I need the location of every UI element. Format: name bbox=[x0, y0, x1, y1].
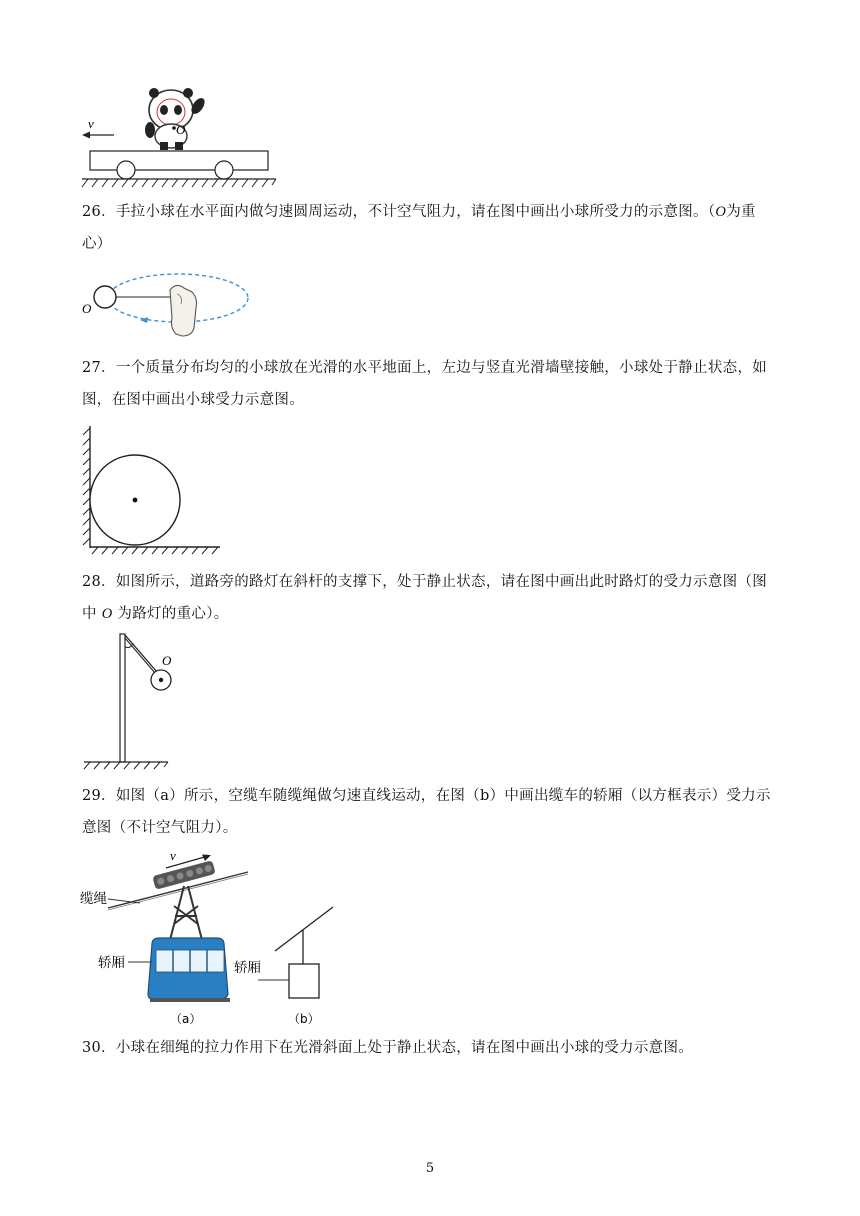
ball bbox=[94, 286, 116, 308]
question-number: 27． bbox=[82, 360, 116, 376]
cart-wheel-right bbox=[215, 161, 233, 179]
question-26 bbox=[82, 196, 782, 260]
question-number: 26． bbox=[82, 204, 116, 220]
symbol-o: O bbox=[101, 606, 113, 622]
question-text: 如图（a）所示，空缆车随缆绳做匀速直线运动，在图（b）中画出缆车的轿厢（以方框表示）受力示 bbox=[115, 788, 771, 804]
question-text: 手拉小球在水平面内做匀速圆周运动，不计空气阻力，请在图中画出小球所受力的示意图。（ bbox=[115, 204, 716, 220]
question-text: 为路灯的重心）。 bbox=[112, 606, 229, 622]
question-text: 心） bbox=[82, 236, 112, 252]
question-text: 为重 bbox=[726, 204, 756, 220]
page-number: 5 bbox=[425, 1161, 435, 1176]
panda-icon bbox=[145, 88, 207, 150]
figure-25-panda-cart bbox=[78, 84, 288, 194]
caption-a: （a） bbox=[170, 1012, 202, 1026]
caption-b: （b） bbox=[288, 1012, 320, 1026]
figure-28-street-lamp bbox=[80, 628, 190, 773]
question-number: 29． bbox=[82, 788, 116, 804]
question-number: 30． bbox=[82, 1040, 116, 1056]
question-text: 意图（不计空气阻力）。 bbox=[82, 820, 238, 836]
figure-26-circular-motion bbox=[78, 270, 258, 340]
floor-hatching bbox=[92, 547, 218, 554]
question-text: 如图所示，道路旁的路灯在斜杆的支撑下，处于静止状态，请在图中画出此时路灯的受力示意图（图 bbox=[115, 574, 768, 590]
wall-hatching bbox=[83, 428, 90, 545]
hand-icon bbox=[170, 285, 197, 336]
cart-wheel-left bbox=[117, 161, 135, 179]
lamp-center bbox=[159, 678, 163, 682]
question-text: 中 bbox=[82, 606, 102, 622]
cart-body bbox=[90, 151, 268, 170]
symbol-o: O bbox=[715, 204, 727, 220]
question-text: 一个质量分布均匀的小球放在光滑的水平地面上，左边与竖直光滑墙壁接触，小球处于静止状态，如 bbox=[115, 360, 768, 376]
question-30 bbox=[82, 1032, 782, 1064]
question-29 bbox=[82, 780, 782, 844]
lamp-pole bbox=[120, 634, 125, 762]
velocity-label: v bbox=[170, 848, 176, 863]
question-27 bbox=[82, 352, 782, 416]
figure-29-cable-car bbox=[78, 846, 348, 1028]
question-text: 小球在细绳的拉力作用下在光滑斜面上处于静止状态，请在图中画出小球的受力示意图。 bbox=[115, 1040, 694, 1056]
figure-27-ball-wall bbox=[80, 422, 225, 557]
center-label: O bbox=[82, 301, 92, 316]
schematic-cabin-box bbox=[289, 964, 319, 998]
lamp-arm bbox=[125, 635, 157, 672]
cabin-label-a: 轿厢 bbox=[98, 955, 125, 971]
question-text: 图，在图中画出小球受力示意图。 bbox=[82, 392, 304, 408]
cable-label: 缆绳 bbox=[80, 891, 107, 907]
velocity-label: v bbox=[88, 116, 94, 131]
ground-hatching bbox=[84, 762, 168, 769]
question-number: 28． bbox=[82, 574, 116, 590]
cable-car-hanger bbox=[170, 886, 202, 940]
pulley-assembly bbox=[152, 860, 216, 890]
center-of-gravity-label: O bbox=[162, 653, 172, 668]
center-of-gravity-label: O bbox=[176, 122, 186, 137]
schematic-cable-line bbox=[275, 907, 333, 951]
cable-car-cabin bbox=[148, 938, 230, 1002]
question-28 bbox=[82, 566, 782, 630]
ball-center bbox=[133, 498, 138, 503]
cabin-label-b: 轿厢 bbox=[234, 960, 261, 976]
ground-hatching bbox=[82, 179, 276, 187]
